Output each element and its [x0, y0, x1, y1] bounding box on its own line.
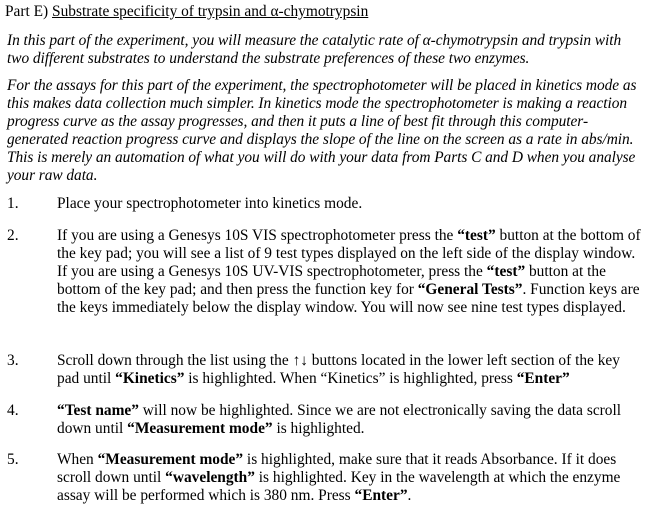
step-text-bold: “Enter” [516, 370, 570, 387]
intro-paragraph-1: In this part of the experiment, you will measure the catalytic rate of α-chymotrypsin and trypsin with two different substrates to understand the substrate preferences of these two enzymes. [7, 32, 622, 67]
step-text-bold: “test” [457, 227, 496, 244]
step-text-run: When [57, 451, 98, 468]
step-text-run: will now be highlighted. Since we are not electronically saving the data scroll down until [57, 402, 622, 437]
step-text-bold: “wavelength” [165, 469, 255, 486]
up-down-arrows-icon: ↑↓ [292, 352, 308, 369]
step-text-bold: “Enter” [354, 487, 408, 504]
step-text-bold: “General Tests” [417, 281, 523, 298]
step-text [57, 451, 643, 505]
step-text-bold: “Kinetics” [115, 370, 185, 387]
step-number: 4. [7, 402, 19, 419]
part-title: Substrate specificity of trypsin and α-chymotrypsin [52, 3, 369, 20]
part-label: Part E) [5, 3, 49, 20]
step-text-run: buttons located in the lower left section of the key pad until [57, 352, 620, 387]
step-text-bold: “Measurement mode” [97, 451, 244, 468]
step-text-run: is highlighted. Key in the wavelength at which the enzyme assay will be performed which is 380 nm. Press [57, 469, 621, 504]
step-text [57, 195, 643, 213]
step-text-run: . Function keys are the keys immediately below the display window. You will now see nine test types displayed. [57, 281, 640, 316]
step-number: 2. [7, 227, 19, 244]
step-text [57, 402, 643, 438]
step-text [57, 227, 643, 317]
step-text-run: . [407, 487, 412, 504]
step-number: 3. [7, 352, 19, 369]
step-text-bold: “Measurement mode” [127, 420, 273, 437]
step-text-run: is highlighted, make sure that it reads Absorbance. If it does scroll down until [57, 451, 617, 486]
step-text-run: is highlighted. [272, 420, 365, 437]
step-text-bold: “Test name” [57, 402, 139, 419]
section-heading [5, 3, 368, 21]
step-text-run: Place your spectrophotometer into kinetics mode. [57, 195, 363, 212]
intro-paragraph-2: For the assays for this part of the experiment, the spectrophotometer will be placed in kinetics mode as this makes data collection much simpler. In kinetics mode the spectrophotometer is making a reaction progress curve as the assay progresses, and then it puts a line of best fit through this computer-generated reaction progress curve and displays the slope of the line on the screen as a rate in abs/min. This is merely an automation of what you will do with your data from Parts C and D when you analyse your raw data. [7, 77, 637, 184]
step-text-run: button at the bottom of the key pad; you will see a list of 9 test types displayed on the left side of the display window. If you are using a Genesys 10S UV-VIS spectrophotometer, press the [57, 227, 641, 280]
step-text-run: is highlighted. When “Kinetics” is highlighted, press [184, 370, 517, 387]
step-number: 1. [7, 195, 19, 212]
step-text-run: If you are using a Genesys 10S VIS spectrophotometer press the [57, 227, 458, 244]
step-text-run: button at the bottom of the key pad; and then press the function key for [57, 263, 606, 298]
step-text-bold: “test” [486, 263, 526, 280]
step-text [57, 352, 643, 388]
step-text-run: Scroll down through the list using the [57, 352, 293, 369]
step-number: 5. [7, 451, 19, 468]
